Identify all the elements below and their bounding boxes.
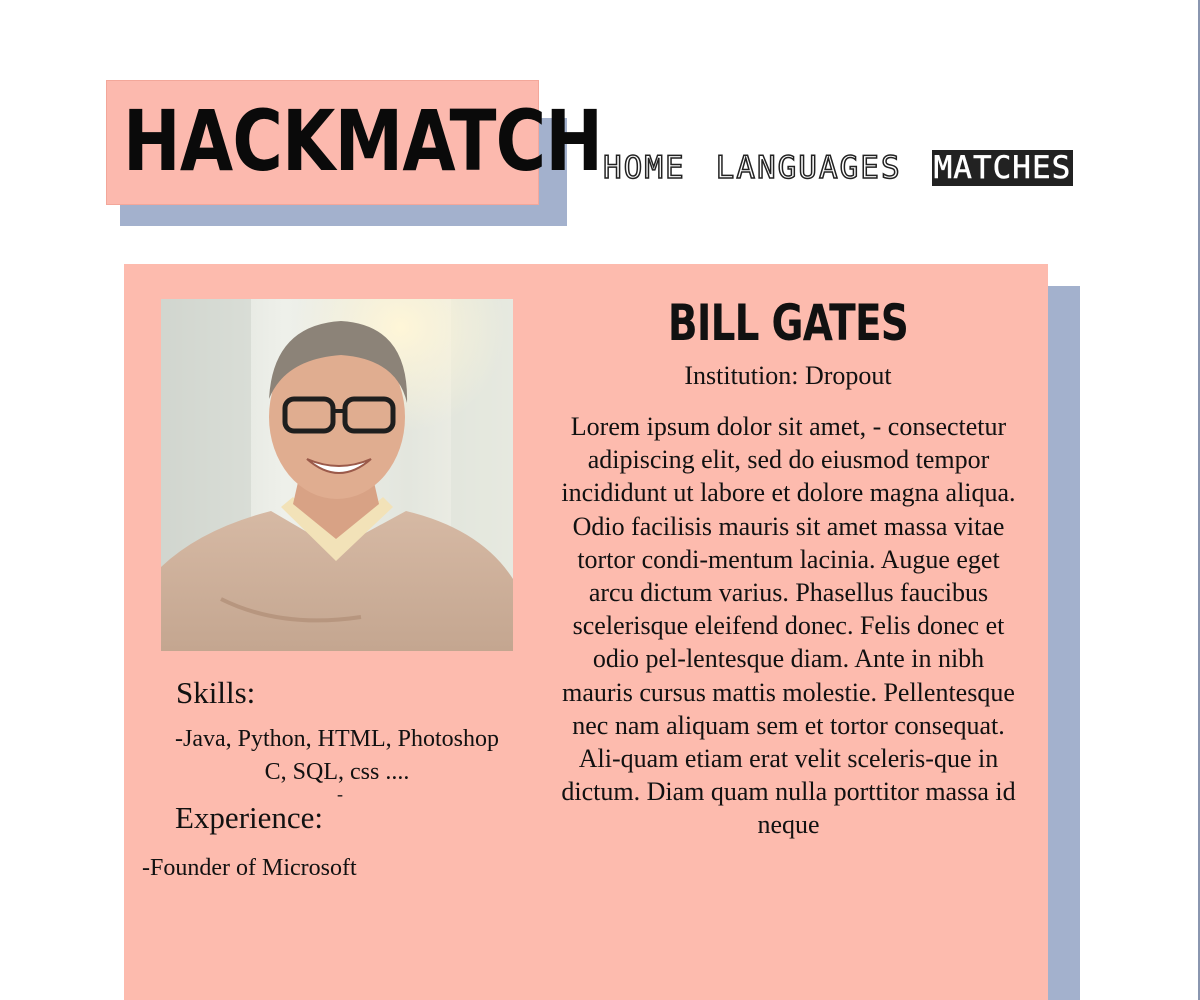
profile-card	[124, 264, 1048, 1000]
main-nav	[603, 150, 1073, 186]
card-shadow	[1047, 286, 1080, 1000]
profile-bio: Lorem ipsum dolor sit amet, - consectetur adipiscing elit, sed do eiusmod tempor incididunt ut labore et dolore magna aliqua. Odio facilisis mauris sit amet massa vitae tortor condi-mentum lacinia. Augue eget arcu dictum varius. Phasellus faucibus scelerisque eleifend donec. Felis donec et odio pel-lentesque diam. Ante in nibh mauris cursus mattis molestie. Pellentesque nec nam aliquam sem et tortor consequat. Ali-quam etiam erat velit sceleris-que in dictum. Diam quam nulla porttitor massa id neque	[561, 412, 1016, 840]
skills-heading: Skills:	[176, 675, 256, 710]
institution: Institution: Dropout	[684, 361, 892, 390]
experience-heading: Experience:	[175, 800, 324, 835]
nav-home[interactable]: HOME	[603, 150, 686, 186]
skills-line: -Java, Python, HTML, Photoshop	[175, 726, 499, 752]
profile-photo	[161, 299, 513, 651]
nav-languages[interactable]: LANGUAGES	[715, 150, 902, 186]
profile-name: BILL GATES	[667, 294, 909, 352]
logo[interactable]	[106, 80, 603, 205]
experience-dash: -	[337, 784, 343, 804]
skills-list	[142, 723, 532, 789]
nav-matches[interactable]: MATCHES	[933, 150, 1072, 186]
experience-list: -Founder of Microsoft	[142, 855, 357, 881]
logo-text: HACKMATCH	[123, 92, 603, 190]
skills-line: C, SQL, css ....	[264, 759, 410, 785]
